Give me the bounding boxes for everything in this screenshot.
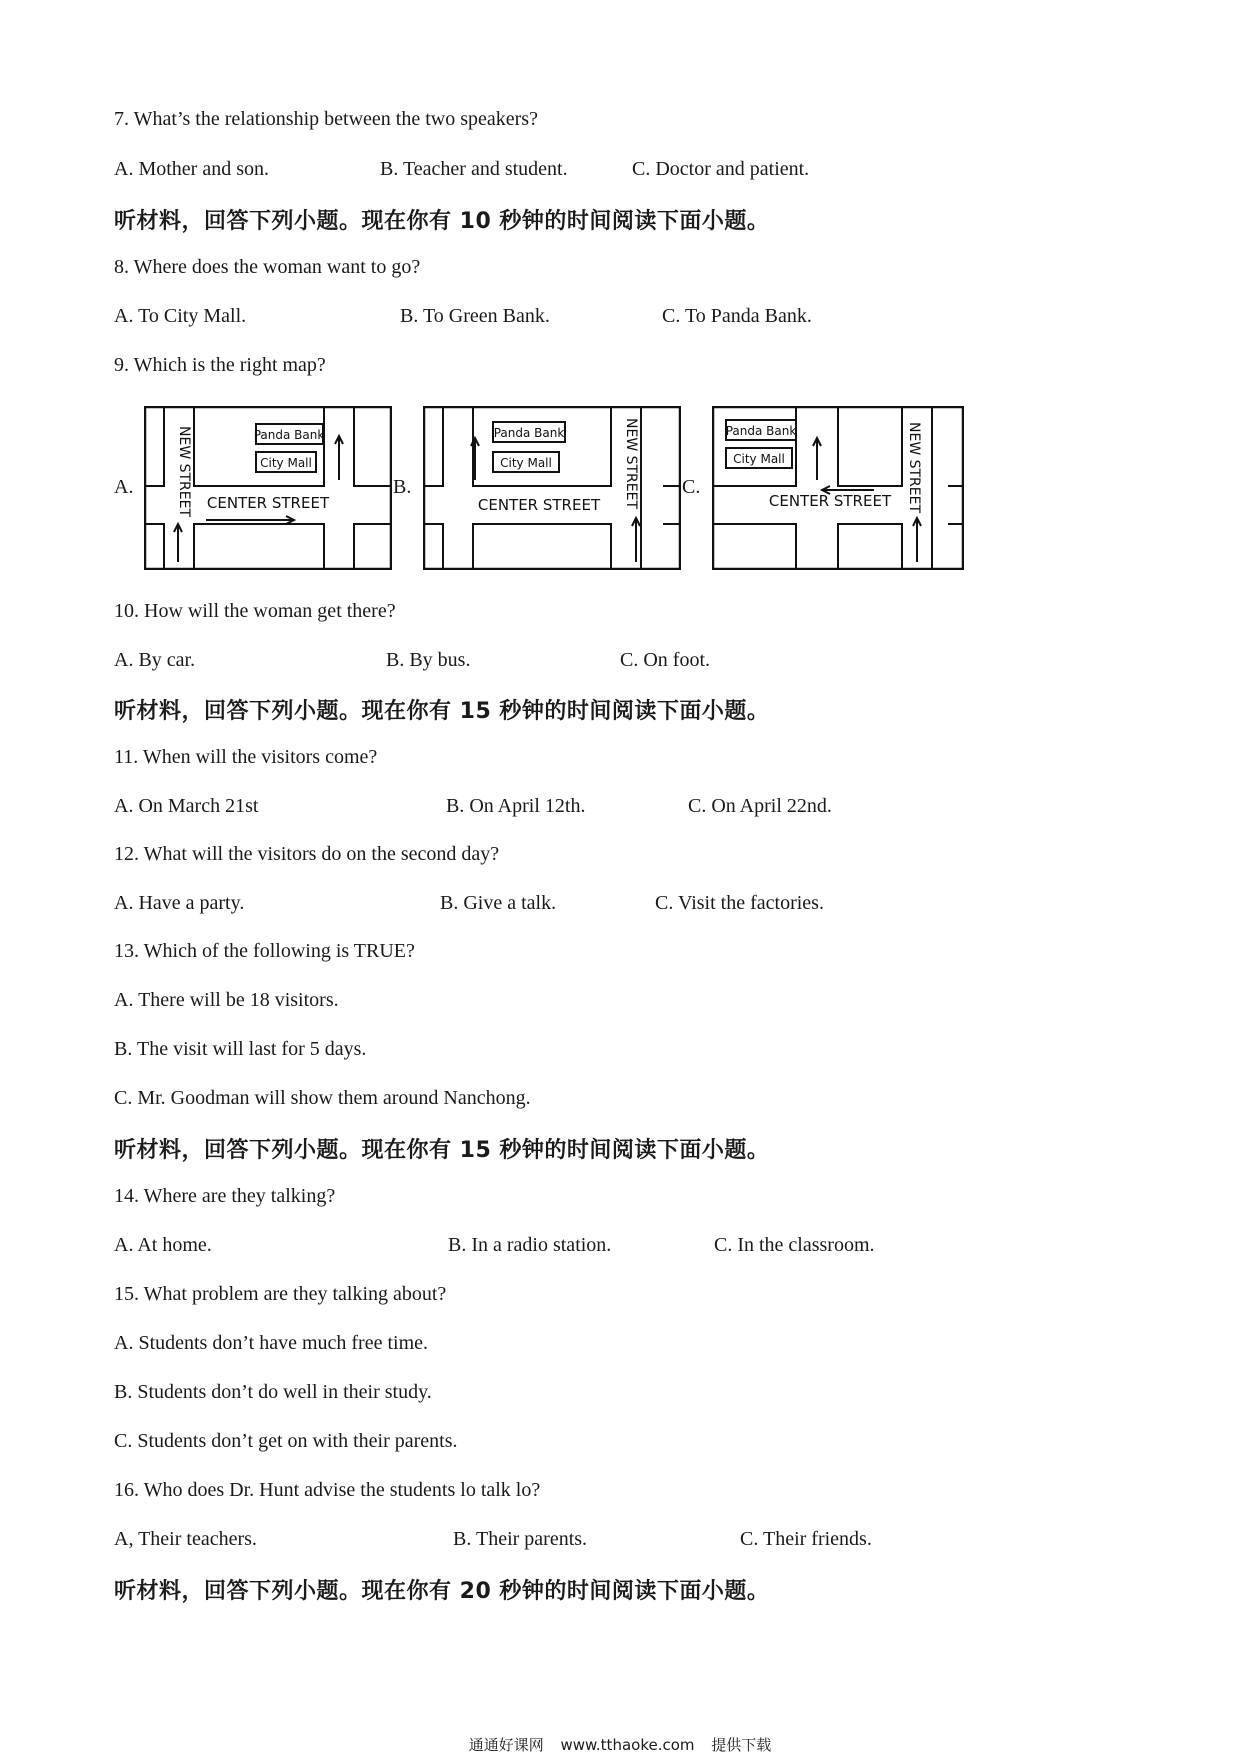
q8-stem: 8. Where does the woman want to go? xyxy=(114,256,421,278)
map-label-b: B. xyxy=(393,476,412,498)
q14-option-a: A. At home. xyxy=(114,1234,212,1256)
q14-option-b: B. In a radio station. xyxy=(448,1234,612,1256)
q12-stem: 12. What will the visitors do on the second day? xyxy=(114,843,500,865)
q12-option-c: C. Visit the factories. xyxy=(655,892,824,914)
q15-stem: 15. What problem are they talking about? xyxy=(114,1283,447,1305)
q13-stem: 13. Which of the following is TRUE? xyxy=(114,940,415,962)
map-a-panda-bank: Panda Bank xyxy=(253,428,325,442)
q11-option-a: A. On March 21st xyxy=(114,795,259,817)
q7-option-a: A. Mother and son. xyxy=(114,158,269,180)
instruction-1: 听材料，回答下列小题。现在你有 10 秒钟的时间阅读下面小题。 xyxy=(114,209,770,234)
map-a xyxy=(144,406,392,570)
map-c-panda-bank: Panda Bank xyxy=(725,424,797,438)
q8-option-b: B. To Green Bank. xyxy=(400,305,550,327)
q12-option-b: B. Give a talk. xyxy=(440,892,557,914)
q7-option-c: C. Doctor and patient. xyxy=(632,158,810,180)
q16-option-a: A, Their teachers. xyxy=(114,1528,257,1550)
instruction-2: 听材料，回答下列小题。现在你有 15 秒钟的时间阅读下面小题。 xyxy=(114,699,770,724)
map-a-city-mall: City Mall xyxy=(260,456,312,470)
q13-option-b: B. The visit will last for 5 days. xyxy=(114,1038,367,1060)
q10-stem: 10. How will the woman get there? xyxy=(114,600,396,622)
map-c-city-mall: City Mall xyxy=(733,452,785,466)
instruction-4: 听材料，回答下列小题。现在你有 20 秒钟的时间阅读下面小题。 xyxy=(114,1579,770,1604)
map-c-new-street: NEW STREET xyxy=(906,422,922,514)
q16-stem: 16. Who does Dr. Hunt advise the students lo talk lo? xyxy=(114,1479,541,1501)
map-b-panda-bank: Panda Bank xyxy=(493,426,565,440)
map-b-new-street: NEW STREET xyxy=(623,418,639,510)
map-c xyxy=(712,406,964,570)
q10-option-b: B. By bus. xyxy=(386,649,471,671)
q16-option-c: C. Their friends. xyxy=(740,1528,872,1550)
footer-url[interactable]: www.tthaoke.com xyxy=(560,1736,695,1754)
instruction-3: 听材料，回答下列小题。现在你有 15 秒钟的时间阅读下面小题。 xyxy=(114,1138,770,1163)
map-b xyxy=(423,406,681,570)
footer-site: 通通好课网 xyxy=(468,1736,544,1754)
map-b-center-street: CENTER STREET xyxy=(477,496,601,514)
q8-option-a: A. To City Mall. xyxy=(114,305,247,327)
q11-option-b: B. On April 12th. xyxy=(446,795,586,817)
q14-option-c: C. In the classroom. xyxy=(714,1234,875,1256)
q15-option-a: A. Students don’t have much free time. xyxy=(114,1332,429,1354)
q10-option-a: A. By car. xyxy=(114,649,196,671)
q10-option-c: C. On foot. xyxy=(620,649,710,671)
page-footer xyxy=(0,1734,1240,1755)
q7-stem: 7. What’s the relationship between the two speakers? xyxy=(114,108,538,130)
map-a-center-street: CENTER STREET xyxy=(206,494,330,512)
map-label-c: C. xyxy=(682,476,701,498)
q16-option-b: B. Their parents. xyxy=(453,1528,588,1550)
q13-option-c: C. Mr. Goodman will show them around Nanchong. xyxy=(114,1087,531,1109)
q14-stem: 14. Where are they talking? xyxy=(114,1185,336,1207)
map-a-new-street: NEW STREET xyxy=(176,426,192,518)
map-b-city-mall: City Mall xyxy=(500,456,552,470)
q13-option-a: A. There will be 18 visitors. xyxy=(114,989,339,1011)
footer-note: 提供下载 xyxy=(711,1736,772,1754)
q15-option-c: C. Students don’t get on with their parents. xyxy=(114,1430,458,1452)
q9-stem: 9. Which is the right map? xyxy=(114,354,326,376)
q11-stem: 11. When will the visitors come? xyxy=(114,746,378,768)
q11-option-c: C. On April 22nd. xyxy=(688,795,832,817)
q8-option-c: C. To Panda Bank. xyxy=(662,305,812,327)
q7-option-b: B. Teacher and student. xyxy=(380,158,568,180)
q15-option-b: B. Students don’t do well in their study. xyxy=(114,1381,432,1403)
q12-option-a: A. Have a party. xyxy=(114,892,245,914)
map-c-center-street: CENTER STREET xyxy=(768,492,892,510)
map-label-a: A. xyxy=(114,476,134,498)
